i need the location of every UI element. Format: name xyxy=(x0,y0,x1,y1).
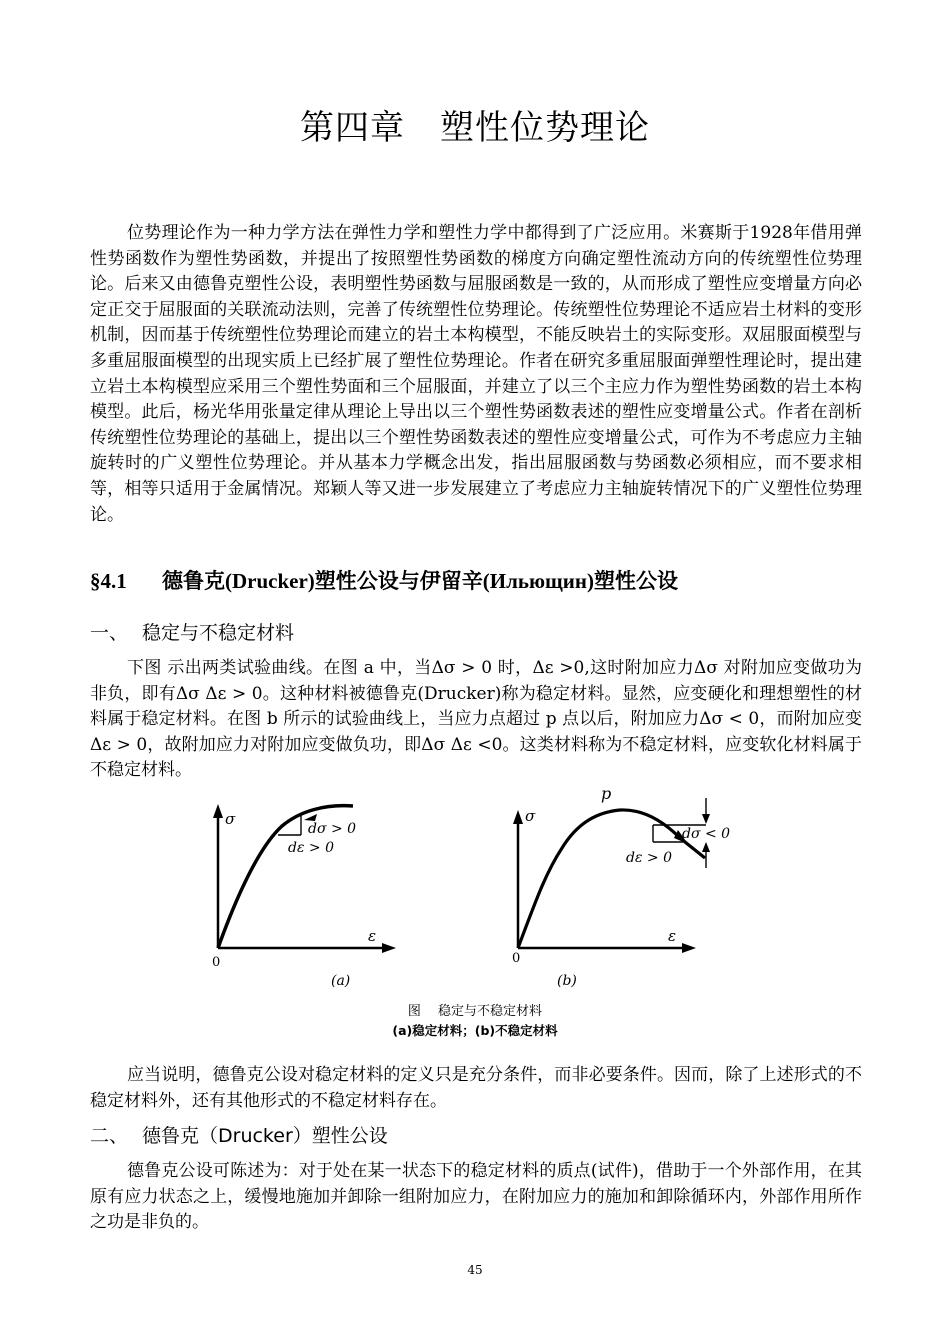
intro-paragraph: 位势理论作为一种力学方法在弹性力学和塑性力学中都得到了广泛应用。米赛斯于1928年借用弹性势函数作为塑性势函数，并提出了按照塑性势函数的梯度方向确定塑性流动方向的传统塑性位势理论。后来又由德鲁克塑性公设，表明塑性势函数与屈服函数是一致的，从而形成了塑性应变增量方向必定正交于屈服面的关联流动法则，完善了传统塑性位势理论。传统塑性位势理论不适应岩土材料的变形机制，因而基于传统塑性位势理论而建立的岩土本构模型，不能反映岩土的实际变形。双屈服面模型与多重屈服面模型的出现实质上已经扩展了塑性位势理论。作者在研究多重屈服面弹塑性理论时，提出建立岩土本构模型应采用三个塑性势面和三个屈服面，并建立了以三个主应力作为塑性势函数的岩土本构模型。此后，杨光华用张量定律从理论上导出以三个塑性势函数表述的塑性应变增量公式。作者在剖析传统塑性位势理论的基础上，提出以三个塑性势函数表述的塑性应变增量公式，可作为不考虑应力主轴旋转时的广义塑性位势理论。并从基本力学概念出发，指出屈服函数与势函数必须相应，而不要求相等，相等只适用于金属情况。郑颖人等又进一步发展建立了考虑应力主轴旋转情况下的广义塑性位势理论。 xyxy=(90,223,862,525)
panel-a-sigma-label: σ xyxy=(225,810,236,828)
panel-b-de-label: dε > 0 xyxy=(626,850,673,866)
panel-b-ds-label: dσ < 0 xyxy=(682,826,731,842)
post-figure-paragraph: 应当说明，德鲁克公设对稳定材料的定义只是充分条件，而非必要条件。因而，除了上述形式的不稳定材料外，还有其他形式的不稳定材料存在。 xyxy=(90,1065,862,1111)
panel-b-curve xyxy=(518,810,705,948)
panel-a-panel-label: (a) xyxy=(331,973,351,989)
panel-a-y-arrow-icon xyxy=(213,804,223,818)
panel-a-ds-label: dσ > 0 xyxy=(308,821,357,837)
subsection-index-2: 二、 xyxy=(90,1125,129,1147)
panel-b-x-arrow-icon xyxy=(682,943,696,953)
stability-paragraph: 下图 示出两类试验曲线。在图 a 中，当Δσ > 0 时，Δε >0,这时附加应力Δσ 对附加应变做功为非负，即有Δσ Δε > 0。这种材料被德鲁克(Drucker)称为稳定材料。显然，应变硬化和理想塑性的材料属于稳定材料。在图 b 所示的试验曲线上，当应力点超过 p 点以后，附加应力Δσ < 0，而附加应变 Δε > 0，故附加应力对附加应变做负功，即Δσ Δε <0。这类材料称为不稳定材料，应变软化材料属于不稳定材料。 xyxy=(90,658,862,781)
subsection-heading-1 xyxy=(90,618,294,645)
section-title: 德鲁克(Drucker)塑性公设与伊留辛(Ильющин)塑性公设 xyxy=(162,569,678,593)
subsection-heading-2 xyxy=(90,1121,388,1148)
panel-b-y-arrow-icon xyxy=(513,810,523,824)
panel-a-x-arrow-icon xyxy=(382,943,396,953)
figure-subcaption: (a)稳定材料；(b)不稳定材料 xyxy=(392,1023,558,1038)
figure-caption: 图 稳定与不稳定材料 xyxy=(407,1004,543,1019)
panel-a xyxy=(212,804,396,989)
panel-b-sigma-label: σ xyxy=(525,807,536,825)
panel-b xyxy=(512,784,730,989)
section-number: §4.1 xyxy=(90,569,127,593)
panel-b-dim-arrow-down-icon xyxy=(702,814,710,824)
subsection-title-2: 德鲁克（Drucker）塑性公设 xyxy=(142,1125,388,1147)
panel-b-panel-label: (b) xyxy=(557,973,577,989)
chapter-title: 第四章 塑性位势理论 xyxy=(300,108,650,148)
panel-a-curve-arrow-icon xyxy=(304,814,317,821)
stress-strain-diagram xyxy=(200,778,760,992)
panel-a-origin-label: 0 xyxy=(212,955,221,970)
stress-strain-figure xyxy=(200,778,760,992)
page-number: 45 xyxy=(467,1263,483,1277)
panel-a-de-label: dε > 0 xyxy=(288,840,335,856)
subsection-index-1: 一、 xyxy=(90,622,129,644)
panel-a-epsilon-label: ε xyxy=(368,927,377,945)
panel-b-origin-label: 0 xyxy=(512,951,521,966)
section-heading xyxy=(90,565,678,595)
panel-b-dim-arrow-up-icon xyxy=(702,842,710,852)
drucker-postulate-paragraph: 德鲁克公设可陈述为：对于处在某一状态下的稳定材料的质点(试件)，借助于一个外部作用，在其原有应力状态之上，缓慢地施加并卸除一组附加应力，在附加应力的施加和卸除循环内，外部作用所作之功是非负的。 xyxy=(90,1161,862,1233)
panel-b-epsilon-label: ε xyxy=(668,927,677,945)
panel-b-peak-label: p xyxy=(601,784,612,803)
subsection-title-1: 稳定与不稳定材料 xyxy=(142,622,295,644)
